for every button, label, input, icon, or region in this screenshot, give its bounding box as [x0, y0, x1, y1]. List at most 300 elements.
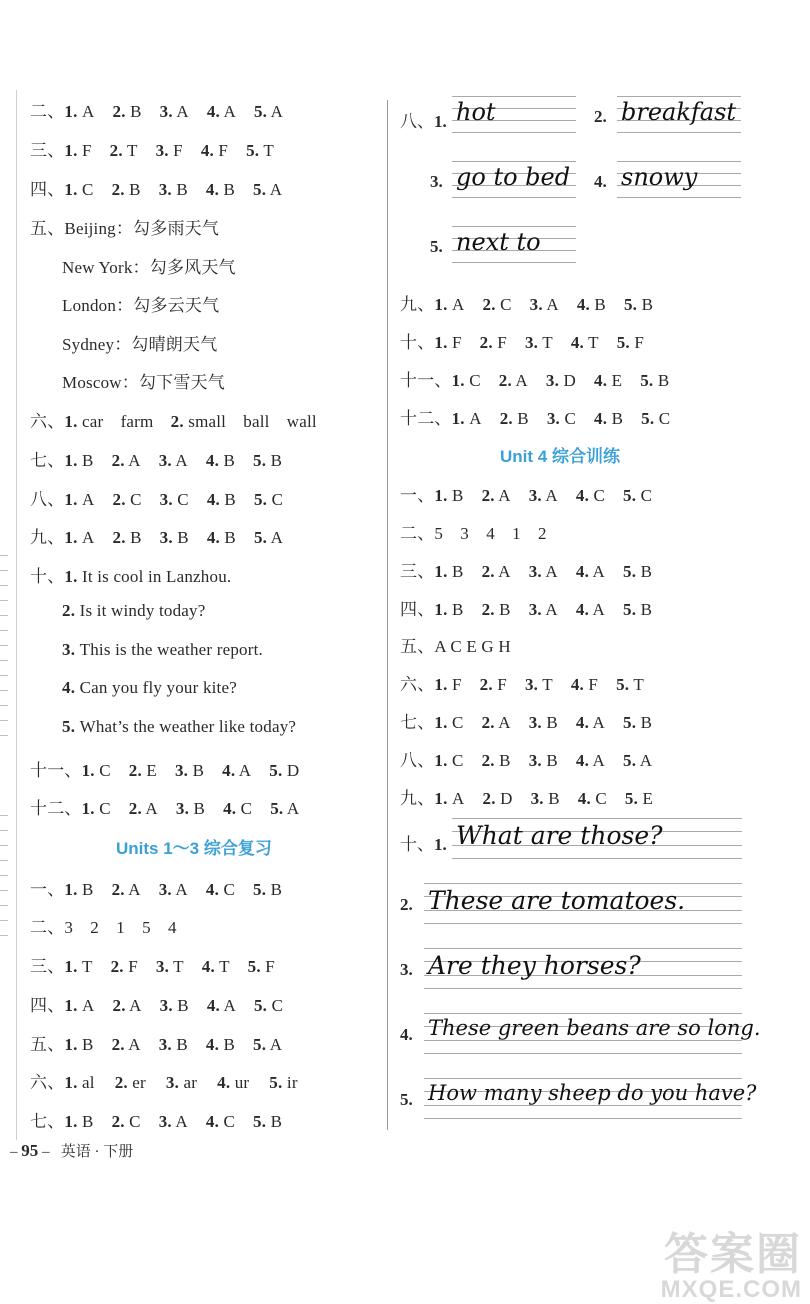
exercise-number: 十一、 [400, 371, 452, 390]
item-number: 1. [64, 102, 78, 121]
answer-value: A [77, 102, 95, 121]
exercise-number: 九、 [400, 789, 435, 808]
answer-row [400, 595, 652, 620]
handwritten-answer: How many sheep do you have? [428, 1081, 757, 1105]
item-number: 3. [528, 486, 542, 505]
item-number: 5. [623, 751, 637, 770]
answer-value: B [266, 451, 283, 470]
margin-tick [0, 735, 8, 736]
answer-value: B [171, 1035, 188, 1054]
item-number: 1. [64, 957, 78, 976]
answer-text: London：勾多云天气 [62, 296, 220, 315]
item-number: 4. [594, 371, 608, 390]
item-number: 4. [200, 141, 214, 160]
weather-answer [62, 368, 225, 393]
item-number: 1. [434, 600, 448, 619]
column-divider [387, 100, 388, 1130]
item-number: 4. [201, 957, 215, 976]
item-number: 3. [524, 675, 539, 694]
item-number: 5. [253, 490, 268, 509]
answer-text: 5 3 4 1 2 [434, 524, 547, 543]
answer-row [400, 746, 652, 771]
item-number: 3. [158, 1035, 172, 1054]
writing-line [452, 96, 576, 97]
answer-value: B [541, 713, 558, 732]
exercise-number: 八、 [30, 490, 65, 509]
answer-text: New York：勾多风天气 [62, 257, 236, 277]
answer-value: C [447, 751, 464, 770]
item-label [594, 172, 607, 192]
answer-row [30, 175, 282, 200]
item-number: 2. [111, 1112, 125, 1131]
item-number: 2. [498, 371, 512, 390]
answer-value: F [492, 333, 507, 352]
answer-value: B [219, 180, 236, 199]
item-number: 1. [434, 295, 448, 314]
exercise-number: 一、 [30, 880, 65, 899]
section-heading: Unit 4 综合训练 [500, 447, 620, 466]
answer-value: D [282, 761, 300, 780]
margin-tick [0, 935, 8, 936]
item-number: 2. [111, 180, 125, 199]
answer-value: A [125, 996, 142, 1015]
handwritten-answer: snowy [621, 163, 698, 191]
handwritten-answer: These green beans are so long. [428, 1016, 761, 1040]
exercise-number: 七、 [30, 1112, 65, 1131]
item-number: 2. [481, 600, 495, 619]
answer-value: A [541, 562, 558, 581]
handwritten-answer: Are they horses? [428, 951, 641, 980]
answer-row [30, 875, 282, 900]
item-number: 4. [205, 451, 220, 470]
item-number: 3. [546, 409, 561, 428]
answer-row [30, 1068, 298, 1093]
margin-tick [0, 815, 8, 816]
writing-line [424, 1118, 742, 1119]
item-number: 5. [246, 141, 260, 160]
item-number: 2. [114, 1073, 128, 1092]
item-number: 4. [570, 675, 584, 694]
item-number: 3. [159, 490, 173, 509]
writing-line [424, 923, 742, 924]
sentence-answer [62, 640, 263, 660]
answer-value: B [188, 761, 205, 780]
item-number: 2. [481, 486, 495, 505]
answer-value: T [259, 141, 274, 160]
handwritten-answer: next to [456, 228, 541, 256]
item-number: 1. [64, 180, 78, 199]
answer-value: F [213, 141, 229, 160]
item-number: 3. [159, 528, 173, 547]
item-number: 2. [128, 799, 142, 818]
margin-rule [16, 90, 17, 1140]
answer-value: F [77, 141, 92, 160]
weather-answer [62, 291, 219, 316]
answer-value: F [583, 675, 599, 694]
item-number: 2. [109, 141, 123, 160]
answer-value: A [494, 562, 511, 581]
item-number: 2. [111, 880, 125, 899]
item-number: 5. [623, 562, 637, 581]
item-number: 3. [175, 799, 190, 818]
answer-value: er [127, 1073, 146, 1092]
answer-value: C [267, 996, 284, 1015]
item-number: 5. [623, 295, 638, 314]
answer-value: A [266, 1035, 283, 1054]
sentence-answer [62, 678, 237, 698]
item-number: 1. [451, 371, 465, 390]
item-number: 1. [434, 675, 448, 694]
item-number: 4. [206, 528, 220, 547]
answer-value: A [77, 996, 95, 1015]
answer-value: T [122, 141, 138, 160]
answer-value: C [172, 490, 189, 509]
answer-value: B [125, 528, 142, 547]
answer-value: B [636, 562, 653, 581]
item-number: 4. [577, 789, 591, 808]
item-number: 5. [640, 371, 654, 390]
answer-value: C [94, 799, 111, 818]
answer-value: A [589, 713, 606, 732]
answer-value: A [283, 799, 300, 818]
watermark-url: MXQE.COM [660, 1276, 802, 1303]
answer-value: A [124, 880, 141, 899]
exercise-number: 二、 [400, 524, 435, 543]
handwriting-answer [452, 226, 576, 262]
answer-row [400, 328, 644, 353]
item-label [430, 172, 443, 192]
item-number: 2. [481, 713, 495, 732]
item-number: 1. [451, 409, 465, 428]
answer-value: B [219, 451, 236, 470]
item-number: 2. [481, 751, 495, 770]
answer-value: C [636, 486, 653, 505]
answer-value: C [447, 713, 464, 732]
answer-value: E [607, 371, 623, 390]
answer-value: A [589, 600, 606, 619]
handwritten-answer: What are those? [456, 821, 663, 850]
answer-value: B [636, 713, 653, 732]
answer-value: C [94, 761, 111, 780]
answer-value: A [77, 490, 95, 509]
answer-value: B [653, 371, 670, 390]
answer-value: C [589, 486, 606, 505]
exercise-number: 八、 [400, 112, 434, 131]
answer-row [400, 784, 653, 809]
item-number: 5. [269, 1073, 283, 1092]
item-number: 5. [430, 237, 443, 256]
answer-value: C [125, 490, 142, 509]
weather-answer [62, 330, 217, 355]
weather-answer [62, 253, 236, 278]
item-number: 3. [62, 639, 80, 659]
exercise-number: 十、 [400, 333, 435, 352]
item-number: 1. [81, 761, 95, 780]
item-number: 3. [158, 180, 172, 199]
exercise-number: 二、 [30, 918, 65, 937]
item-label [400, 1025, 413, 1045]
item-number: 5. [616, 675, 630, 694]
answer-value: A [267, 528, 284, 547]
answer-row [400, 290, 653, 315]
writing-line [617, 96, 741, 97]
answer-text: A C E G H [434, 637, 511, 656]
margin-tick [0, 570, 8, 571]
item-number: 1. [64, 996, 78, 1015]
item-number: 5. [253, 451, 267, 470]
answer-row [30, 952, 275, 977]
item-number: 4. [575, 562, 590, 581]
writing-line [424, 1053, 742, 1054]
writing-line [452, 262, 576, 263]
answer-row [30, 794, 299, 819]
margin-tick [0, 860, 8, 861]
answer-value: A [636, 751, 653, 770]
answer-value: F [260, 957, 275, 976]
handwriting-sentence [424, 948, 742, 988]
item-number: 4. [223, 799, 237, 818]
writing-line [424, 1078, 742, 1079]
item-number: 5. [641, 409, 655, 428]
answer-value: A [171, 451, 188, 470]
item-number: 3. [524, 333, 539, 352]
exercise-number: 一、 [400, 486, 435, 505]
answer-value: F [447, 333, 462, 352]
item-number: 4. [594, 409, 608, 428]
answer-row [30, 991, 283, 1016]
margin-tick [0, 705, 8, 706]
item-number: 4. [206, 490, 220, 509]
margin-tick [0, 830, 8, 831]
item-number: 4. [570, 333, 584, 352]
handwriting-sentence [452, 818, 742, 858]
handwritten-answer: These are tomatoes. [428, 886, 686, 915]
answer-value: A [447, 295, 465, 314]
item-number: 4. [594, 172, 607, 191]
answer-value: A [267, 102, 284, 121]
handwriting-answer [452, 96, 576, 132]
answer-row [400, 404, 670, 429]
writing-line [424, 988, 742, 989]
answer-value: T [538, 675, 553, 694]
letter-answer [400, 632, 511, 657]
item-number: 2. [499, 409, 513, 428]
answer-text: It is cool in Lanzhou. [82, 567, 232, 586]
writing-line [617, 197, 741, 198]
answer-value: B [125, 102, 142, 121]
sentence-answer [62, 601, 206, 621]
item-number: 4. [576, 295, 590, 314]
answer-row [30, 523, 283, 548]
page-number: 95 [21, 1141, 39, 1160]
answer-value: E [638, 789, 654, 808]
answer-value: T [77, 957, 93, 976]
item-number: 4. [575, 600, 590, 619]
writing-line [424, 948, 742, 949]
item-number: 2. [62, 600, 80, 620]
answer-value: B [607, 409, 624, 428]
item-number: 5. [62, 717, 80, 737]
item-number: 4. [575, 713, 590, 732]
answer-value: A [219, 102, 236, 121]
handwriting-sentence [424, 1078, 757, 1118]
footer-dash: – [42, 1144, 50, 1160]
exercise-number: 九、 [30, 528, 65, 547]
item-number: 2. [482, 789, 496, 808]
answer-value: al [77, 1073, 95, 1092]
answer-value: A [124, 1035, 141, 1054]
exercise-number: 十二、 [30, 799, 82, 818]
answer-value: B [636, 600, 653, 619]
answer-value: C [219, 880, 236, 899]
item-number: 2. [112, 490, 126, 509]
exercise-number: 四、 [400, 600, 435, 619]
answer-value: A [141, 799, 158, 818]
handwriting-sentence [424, 883, 742, 923]
item-number: 4. [206, 102, 220, 121]
answer-value: A [172, 102, 189, 121]
answer-value: A [171, 880, 188, 899]
handwritten-answer: go to bed [456, 163, 571, 191]
answer-value: D [495, 789, 513, 808]
handwritten-answer: hot [456, 98, 496, 126]
item-number: 5. [623, 486, 637, 505]
answer-value: A [219, 996, 236, 1015]
exercise-number: 九、 [400, 295, 435, 314]
answer-value: B [77, 1112, 94, 1131]
answer-row [30, 485, 283, 510]
item-number: 2. [128, 761, 142, 780]
answer-value: A [542, 295, 559, 314]
answer-value: B [189, 799, 206, 818]
answer-value: B [77, 451, 94, 470]
item-label [400, 895, 413, 915]
answer-value: F [168, 141, 183, 160]
item-number: 2. [170, 412, 184, 431]
answer-row [30, 97, 283, 122]
answer-value: B [172, 528, 189, 547]
answer-value: T [214, 957, 230, 976]
answer-value: A [589, 562, 606, 581]
item-number: 1. [64, 1035, 78, 1054]
answer-value: C [464, 371, 481, 390]
answer-value: F [492, 675, 507, 694]
margin-tick [0, 720, 8, 721]
item-label [400, 1090, 413, 1110]
item-number: 2. [479, 333, 493, 352]
item-number: 4. [62, 678, 80, 698]
item-number: 2. [479, 675, 493, 694]
item-number: 2. [482, 295, 496, 314]
item-number: 2. [112, 102, 126, 121]
item-number: 4. [217, 1073, 231, 1092]
answer-text: small ball wall [183, 412, 317, 431]
item-number: 2. [110, 957, 124, 976]
item-number: 2. [481, 562, 495, 581]
handwritten-answer: breakfast [621, 98, 737, 126]
exercise-number: 五、 [30, 1035, 65, 1054]
item-number: 4. [205, 880, 220, 899]
answer-value: C [267, 490, 284, 509]
answer-value: F [123, 957, 138, 976]
item-number: 1. [64, 490, 78, 509]
answer-value: A [511, 371, 528, 390]
writing-line [452, 818, 742, 819]
item-number: 3. [528, 713, 542, 732]
answer-value: A [77, 528, 95, 547]
exercise-number: 二、 [30, 102, 65, 121]
exercise-number: 六、 [400, 675, 435, 694]
exercise-number: 三、 [30, 957, 65, 976]
writing-line [452, 858, 742, 859]
answer-value: A [541, 486, 558, 505]
answer-value: B [512, 409, 529, 428]
page-footer [10, 1140, 133, 1161]
answer-row [30, 136, 274, 161]
item-number: 1. [64, 1112, 78, 1131]
exercise-number: 四、 [30, 996, 65, 1015]
answer-value: ir [282, 1073, 298, 1092]
item-label [400, 960, 413, 980]
exercise-number: 六、 [30, 412, 65, 431]
answer-text: car farm [77, 412, 171, 431]
exercise-number: 五、 [400, 637, 435, 656]
exercise-number: 十二、 [400, 409, 452, 428]
answer-text: What’s the weather like today? [79, 717, 297, 737]
subject-label: 英语 · 下册 [60, 1144, 134, 1160]
answer-row [400, 366, 669, 391]
item-number: 3. [530, 789, 544, 808]
answer-value: B [171, 180, 188, 199]
answer-value: C [77, 180, 94, 199]
margin-tick [0, 675, 8, 676]
item-number: 1. [64, 528, 78, 547]
item-number: 5. [616, 333, 630, 352]
answer-value: A [541, 600, 558, 619]
item-number: 3. [545, 371, 560, 390]
answer-value: T [169, 957, 184, 976]
answer-row [400, 670, 644, 695]
margin-tick [0, 585, 8, 586]
item-number: 2. [112, 996, 126, 1015]
writing-line [617, 132, 741, 133]
sentence-answer [30, 562, 231, 587]
item-number: 5. [400, 1090, 413, 1109]
answer-value: A [266, 180, 283, 199]
item-number: 3. [528, 600, 542, 619]
writing-line [424, 1105, 742, 1106]
answer-row [30, 756, 299, 781]
margin-tick [0, 660, 8, 661]
item-number: 3. [400, 960, 413, 979]
answer-value: B [637, 295, 654, 314]
exercise-number: 十、 [30, 567, 65, 586]
item-number: 3. [430, 172, 443, 191]
writing-line [452, 161, 576, 162]
answer-value: E [141, 761, 157, 780]
exercise-number: 十一、 [30, 761, 82, 780]
item-number: 4. [205, 180, 220, 199]
answer-text: Can you fly your kite? [79, 678, 237, 698]
answer-value: F [447, 675, 462, 694]
item-number: 5. [253, 1112, 267, 1131]
answer-value: A [589, 751, 606, 770]
item-number: 1. [64, 1073, 78, 1092]
answer-value: A [171, 1112, 188, 1131]
item-number: 3. [158, 451, 172, 470]
item-number: 1. [434, 486, 448, 505]
watermark-logo-text: 答案圈 [664, 1230, 802, 1279]
